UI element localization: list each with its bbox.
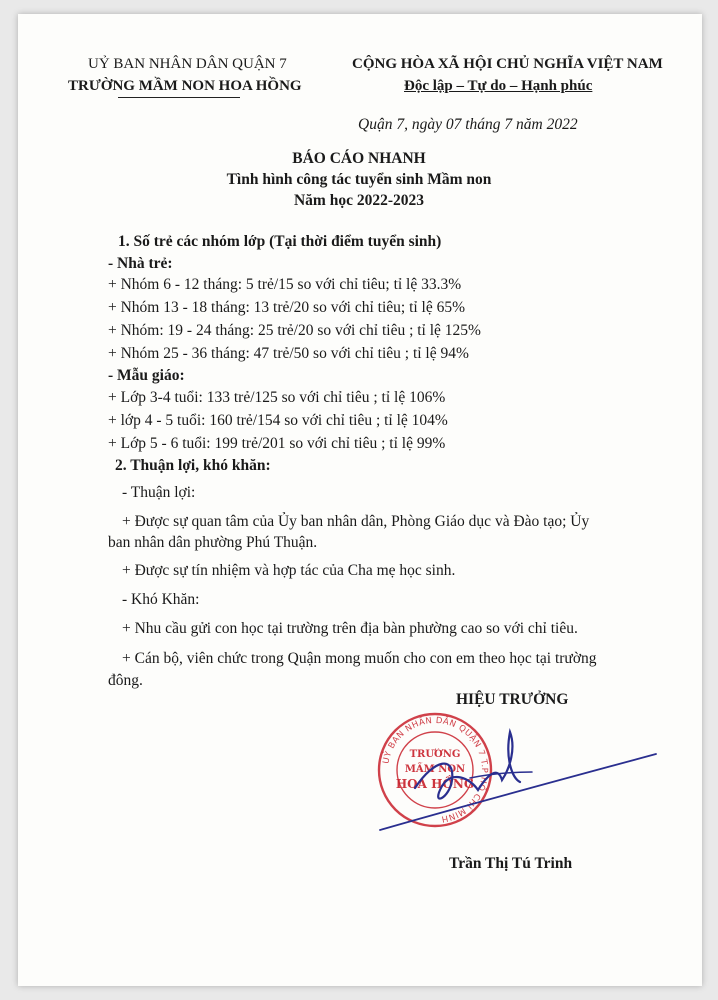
svg-text:UỶ BAN NHÂN DÂN QUẬN 7 T.P HỒ: UỶ BAN NHÂN DÂN QUẬN 7 T.P HỒ CHÍ MINH <box>381 715 490 824</box>
paragraph-line: + Cán bộ, viên chức trong Quận mong muốn cho con em theo học tại trường <box>122 650 597 667</box>
paragraph-line: + Được sự tín nhiệm và hợp tác của Cha mẹ học sinh. <box>122 562 456 579</box>
nha-tre-label: - Nhà trẻ: <box>108 255 173 272</box>
list-item: + Nhóm 6 - 12 tháng: 5 trẻ/15 so với chỉ tiêu; tỉ lệ 33.3% <box>108 276 462 293</box>
section-1-heading: 1. Số trẻ các nhóm lớp (Tại thời điểm tuyển sinh) <box>118 233 442 250</box>
issuer-underline <box>118 97 240 98</box>
kho-khan-label: - Khó Khăn: <box>122 591 200 608</box>
list-item: + Lớp 5 - 6 tuổi: 199 trẻ/201 so với chỉ tiêu ; tỉ lệ 99% <box>108 435 446 452</box>
list-item: + Nhóm 13 - 18 tháng: 13 trẻ/20 so với chỉ tiêu; tỉ lệ 65% <box>108 299 466 316</box>
svg-text:TRƯỜNG: TRƯỜNG <box>409 749 461 760</box>
svg-text:HOA HỒNG: HOA HỒNG <box>395 777 475 791</box>
handwritten-signature <box>360 718 660 838</box>
issuer-school: TRƯỜNG MẦM NON HOA HỒNG <box>68 78 302 94</box>
list-item: + lớp 4 - 5 tuổi: 160 trẻ/154 so với chỉ tiêu ; tỉ lệ 104% <box>108 412 448 429</box>
list-item: + Nhóm 25 - 36 tháng: 47 trẻ/50 so với chỉ tiêu ; tỉ lệ 94% <box>108 345 469 362</box>
national-motto: Độc lập – Tự do – Hạnh phúc <box>404 78 593 94</box>
issuer-authority: UỶ BAN NHÂN DÂN QUẬN 7 <box>88 56 287 72</box>
signer-name: Trần Thị Tú Trinh <box>449 855 573 872</box>
mau-giao-label: - Mẫu giáo: <box>108 367 185 384</box>
svg-text:MẦM NON: MẦM NON <box>404 764 466 775</box>
school-year: Năm học 2022-2023 <box>293 192 425 209</box>
paragraph-line: + Được sự quan tâm của Ủy ban nhân dân, Phòng Giáo dục và Đào tạo; Ủy <box>122 513 590 530</box>
national-title: CỘNG HÒA XÃ HỘI CHỦ NGHĨA VIỆT NAM <box>352 56 663 72</box>
list-item: + Lớp 3-4 tuổi: 133 trẻ/125 so với chỉ tiêu ; tỉ lệ 106% <box>108 389 446 406</box>
report-title: BÁO CÁO NHANH <box>292 150 426 167</box>
date-line: Quận 7, ngày 07 tháng 7 năm 2022 <box>358 116 578 133</box>
thuan-loi-label: - Thuận lợi: <box>122 484 196 501</box>
paragraph-line: ban nhân dân phường Phú Thuận. <box>108 534 318 551</box>
paragraph-line: + Nhu cầu gửi con học tại trường trên địa bàn phường cao so với chỉ tiêu. <box>122 620 578 637</box>
signer-role: HIỆU TRƯỞNG <box>456 691 569 708</box>
report-subtitle: Tình hình công tác tuyển sinh Mầm non <box>226 171 492 188</box>
section-2-heading: 2. Thuận lợi, khó khăn: <box>115 457 271 474</box>
list-item: + Nhóm: 19 - 24 tháng: 25 trẻ/20 so với chỉ tiêu ; tỉ lệ 125% <box>108 322 481 339</box>
paragraph-line: đông. <box>108 672 143 689</box>
